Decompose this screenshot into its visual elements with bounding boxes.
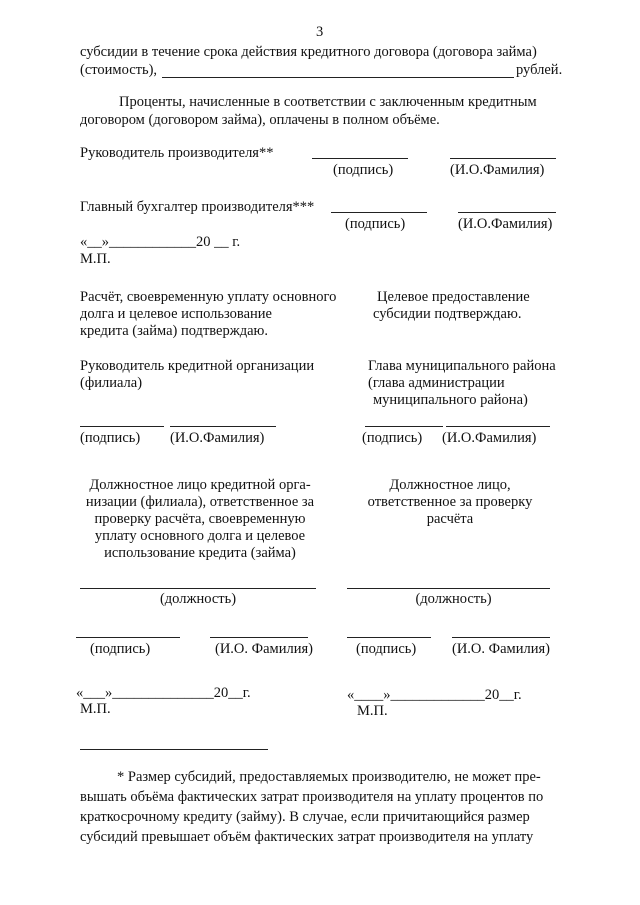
intro-line-2-suffix: рублей. [516,62,563,78]
bank-official-signature-line [76,637,180,638]
producer-head-name-line [450,158,556,159]
bank-official-position-caption: (должность) [159,591,237,607]
district-head-name-line [446,426,550,427]
intro-line-1: субсидии в течение срока действия кредитного договора (договора займа) [80,44,537,60]
district-official-name-caption: (И.О. Фамилия) [452,641,550,657]
district-date: «____»_____________20__г. [347,687,522,703]
district-head-line-1: Глава муниципального района [368,358,556,374]
bank-date: «___»______________20__г. [76,685,251,701]
bank-official-line-4: уплату основного долга и целевое [94,528,306,544]
subsidy-confirm-line-1: Целевое предоставление [377,289,530,305]
district-head-name-caption: (И.О.Фамилия) [442,430,537,446]
chief-accountant-label: Главный бухгалтер производителя*** [80,199,315,215]
district-head-line-2: (глава администрации [368,375,505,391]
interest-paragraph-line-2: договором (договором займа), оплачены в полном объёме. [80,112,440,128]
district-official-position-line [347,588,550,589]
district-head-signature-caption: (подпись) [362,430,423,446]
intro-line-2-prefix: (стоимость), [80,62,158,78]
bank-confirm-line-3: кредита (займа) подтверждаю. [80,323,269,339]
producer-stamp: М.П. [80,251,111,267]
bank-official-name-line [210,637,308,638]
bank-head-name-line [170,426,276,427]
bank-official-line-5: использование кредита (займа) [104,545,296,561]
district-official-signature-line [347,637,431,638]
bank-official-line-1: Должностное лицо кредитной орга- [89,477,311,493]
accountant-signature-caption: (подпись) [345,216,406,232]
bank-official-line-2: низации (филиала), ответственное за [85,494,315,510]
page-number: 3 [316,24,324,40]
district-official-line-2: ответственное за проверку [367,494,533,510]
district-official-line-3: расчёта [426,511,474,527]
bank-official-position-line [80,588,316,589]
bank-confirm-line-2: долга и целевое использование [80,306,272,322]
bank-official-name-caption: (И.О. Фамилия) [215,641,313,657]
interest-paragraph-line-1: Проценты, начисленные в соответствии с заключенным кредитным [119,94,537,110]
bank-head-line-1: Руководитель кредитной организации [80,358,315,374]
producer-date: «__»____________20 __ г. [80,234,241,250]
producer-head-label: Руководитель производителя** [80,145,274,161]
bank-confirm-line-1: Расчёт, своевременную уплату основного [80,289,337,305]
accountant-signature-line [331,212,427,213]
district-official-name-line [452,637,550,638]
producer-head-name-caption: (И.О.Фамилия) [450,162,545,178]
footnote-line-2: вышать объёма фактических затрат производителя на уплату процентов по [80,789,544,805]
district-head-line-3: муниципального района) [373,392,528,408]
footnote-line-3: краткосрочному кредиту (займу). В случае, если причитающийся размер [80,809,530,825]
bank-official-signature-caption: (подпись) [90,641,151,657]
producer-head-signature-line [312,158,408,159]
bank-head-name-caption: (И.О.Фамилия) [170,430,265,446]
district-head-signature-line [365,426,443,427]
district-stamp: М.П. [357,703,388,719]
district-official-position-caption: (должность) [415,591,492,607]
cost-blank-line [162,77,514,78]
footnote-separator [80,749,268,750]
subsidy-confirm-line-2: субсидии подтверждаю. [373,306,522,322]
district-official-line-1: Должностное лицо, [389,477,511,493]
producer-head-signature-caption: (подпись) [333,162,394,178]
bank-head-line-2: (филиала) [80,375,143,391]
accountant-name-caption: (И.О.Фамилия) [458,216,553,232]
bank-head-signature-caption: (подпись) [80,430,141,446]
accountant-name-line [458,212,556,213]
district-official-signature-caption: (подпись) [356,641,417,657]
bank-official-line-3: проверку расчёта, своевременную [94,511,306,527]
bank-stamp: М.П. [80,701,111,717]
footnote-line-1: * Размер субсидий, предоставляемых производителю, не может пре- [117,769,541,785]
footnote-line-4: субсидий превышает объём фактических затрат производителя на уплату [80,829,534,845]
bank-head-signature-line [80,426,164,427]
